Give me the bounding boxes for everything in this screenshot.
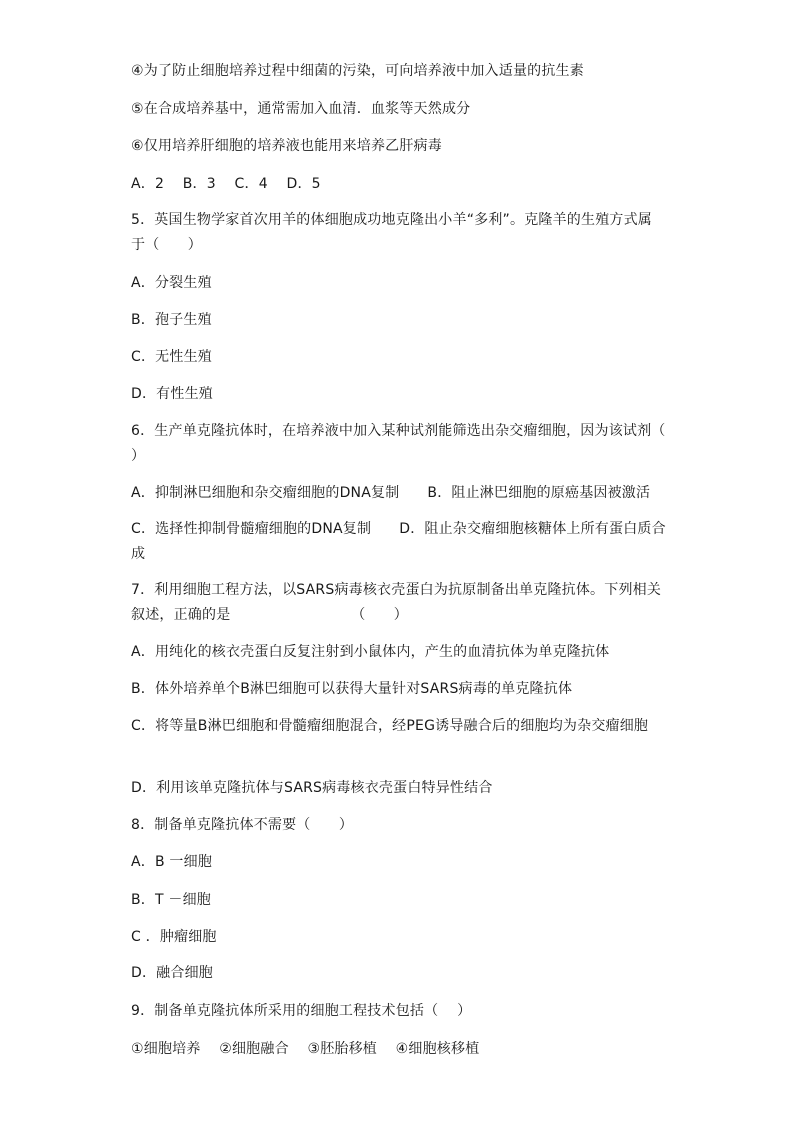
q9-items [131, 1039, 479, 1059]
q7-stem: 7．利用细胞工程方法，以SARS病毒核衣壳蛋白为抗原制备出单克隆抗体。下列相关叙述，正确的是 （ ） [131, 582, 662, 623]
q7-option-c: C．将等量B淋巴细胞和骨髓瘤细胞混合，经PEG诱导融合后的细胞均为杂交瘤细胞 [131, 718, 649, 734]
q6-option-a: A．抑制淋巴细胞和杂交瘤细胞的DNA复制 [131, 485, 400, 501]
q9-item-4: ④细胞核移植 [395, 1041, 480, 1057]
q8-option-b: B．T －细胞 [131, 892, 212, 908]
q8-option-a: A．B 一细胞 [131, 854, 213, 870]
q6-options-cd [131, 517, 666, 567]
q8-option-c: C ．肿瘤细胞 [131, 929, 217, 945]
q6-options-ab [131, 483, 650, 503]
q6-option-d: D．阻止杂交瘤细胞核糖体上所有蛋白质合成 [131, 521, 666, 562]
q4-statement-4: ④为了防止细胞培养过程中细菌的污染，可向培养液中加入适量的抗生素 [131, 63, 584, 79]
q5-stem: 5．英国生物学家首次用羊的体细胞成功地克隆出小羊“多利”。克隆羊的生殖方式属于（ ） [131, 212, 653, 253]
q4-option-d: D．5 [286, 176, 321, 192]
q9-item-1: ①细胞培养 [131, 1041, 201, 1057]
q4-option-c: C．4 [234, 176, 268, 192]
q9-item-3: ③胚胎移植 [307, 1041, 377, 1057]
q9-stem: 9．制备单克隆抗体所采用的细胞工程技术包括（ ） [131, 1003, 472, 1019]
q4-statement-6: ⑥仅用培养肝细胞的培养液也能用来培养乙肝病毒 [131, 138, 442, 154]
q5-option-c: C．无性生殖 [131, 349, 212, 365]
q6-stem: 6．生产单克隆抗体时，在培养液中加入某种试剂能筛选出杂交瘤细胞，因为该试剂（ ） [131, 423, 685, 464]
q4-option-b: B．3 [182, 176, 216, 192]
q5-option-a: A．分裂生殖 [131, 275, 212, 291]
q6-option-c: C．选择性抑制骨髓瘤细胞的DNA复制 [131, 521, 372, 537]
q8-option-d: D．融合细胞 [131, 965, 213, 981]
q5-option-d: D．有性生殖 [131, 386, 213, 402]
q7-option-b: B．体外培养单个B淋巴细胞可以获得大量针对SARS病毒的单克隆抗体 [131, 681, 573, 697]
q4-options [131, 174, 321, 194]
q7-option-a: A．用纯化的核衣壳蛋白反复注射到小鼠体内，产生的血清抗体为单克隆抗体 [131, 644, 610, 660]
q4-statement-5: ⑤在合成培养基中，通常需加入血清．血浆等天然成分 [131, 101, 471, 117]
q4-option-a: A．2 [131, 176, 165, 192]
q6-option-b: B．阻止淋巴细胞的原癌基因被激活 [427, 485, 651, 501]
q9-item-2: ②细胞融合 [219, 1041, 289, 1057]
q8-stem: 8．制备单克隆抗体不需要（ ） [131, 817, 354, 833]
q7-option-d: D．利用该单克隆抗体与SARS病毒核衣壳蛋白特异性结合 [131, 780, 493, 796]
q5-option-b: B．孢子生殖 [131, 312, 212, 328]
